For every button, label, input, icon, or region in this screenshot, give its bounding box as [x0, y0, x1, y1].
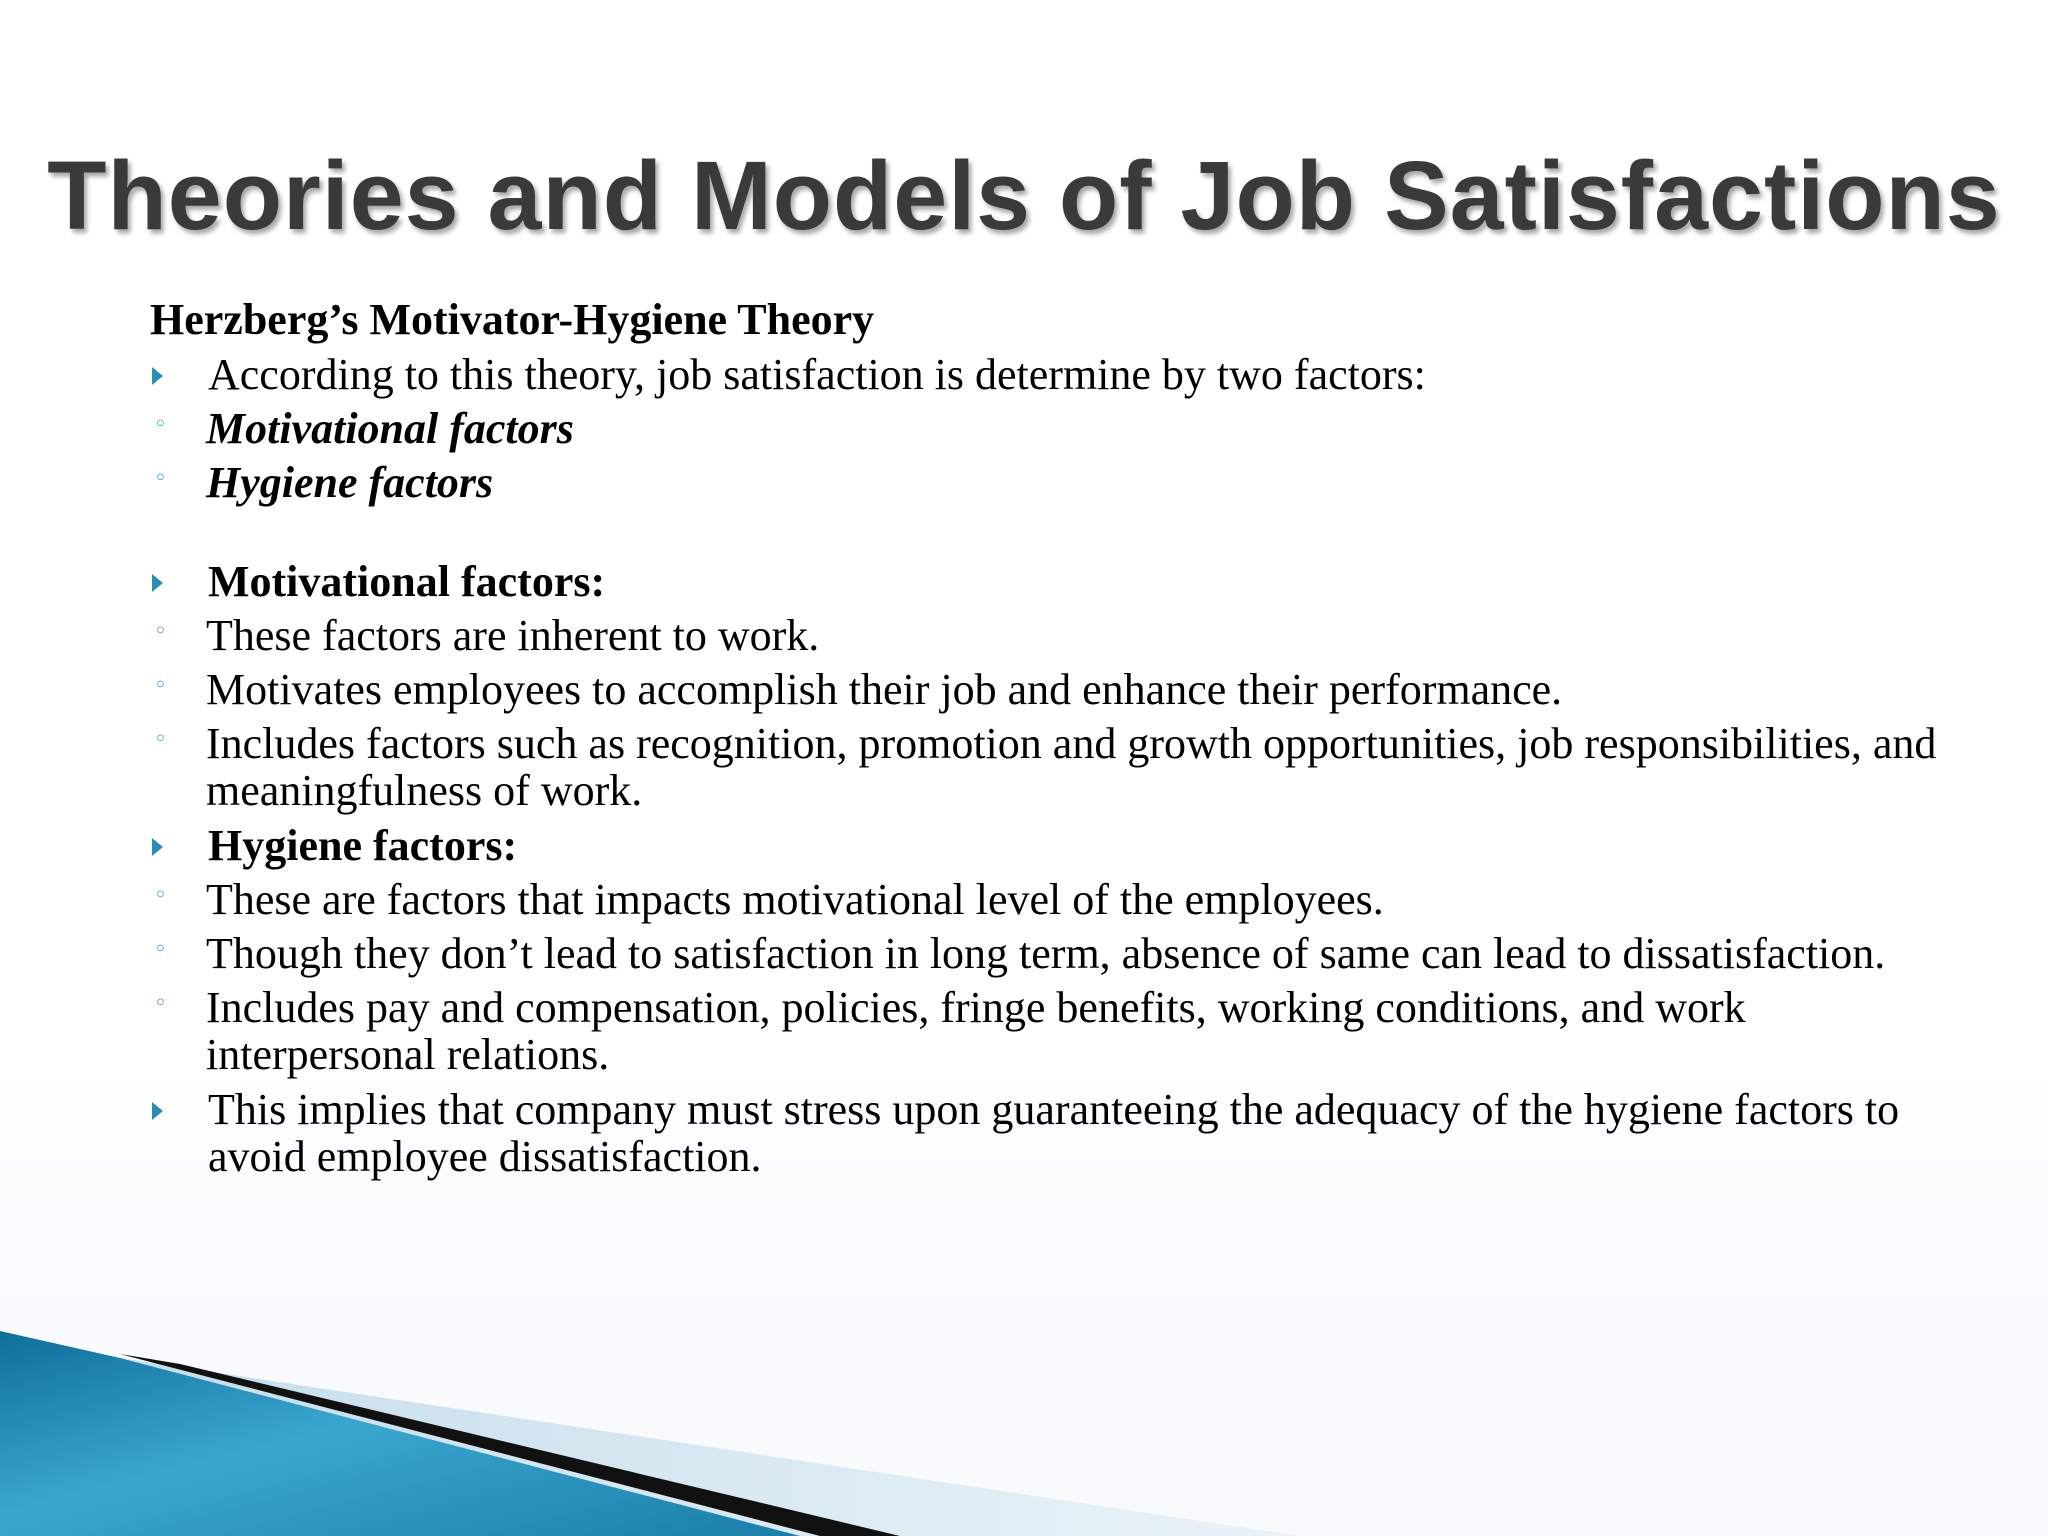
sub-bullet [92, 459, 1980, 506]
hollow-circle-icon: ◦ [154, 883, 167, 908]
spacer [150, 506, 1980, 550]
theory-heading: Herzberg’s Motivator-Hygiene Theory [150, 295, 875, 344]
triangle-right-icon [152, 367, 163, 385]
sub-bullet-text: Though they don’t lead to satisfaction in long term, absence of same can lead to dissatisfaction. [206, 929, 1886, 978]
bullet-motivational [150, 558, 1980, 605]
bullet-hygiene [150, 822, 1980, 869]
triangle-right-icon [152, 838, 163, 856]
motivational-heading: Motivational factors: [208, 557, 606, 606]
sub-bullet [92, 720, 1980, 814]
sub-bullet-text: These are factors that impacts motivational level of the employees. [206, 875, 1384, 924]
hollow-circle-icon: ◦ [154, 466, 167, 491]
sub-bullet [92, 876, 1980, 923]
hollow-circle-icon: ◦ [154, 991, 167, 1016]
sub-bullet-text: Motivational factors [206, 404, 574, 453]
sub-bullet [92, 930, 1980, 977]
sub-bullet-text: Includes factors such as recognition, promotion and growth opportunities, job responsibilities, and meaningfulness of work. [206, 719, 1937, 815]
sub-bullet-text: Motivates employees to accomplish their job and enhance their performance. [206, 665, 1563, 714]
slide-body [150, 296, 1980, 1180]
slide-title: Theories and Models of Job Satisfactions [47, 141, 2001, 250]
triangle-right-icon [152, 574, 163, 592]
sub-bullet [92, 666, 1980, 713]
hollow-circle-icon: ◦ [154, 937, 167, 962]
blue-wedge [0, 1331, 800, 1536]
intro-text: According to this theory, job satisfaction is determine by two factors: [208, 350, 1426, 399]
sub-bullet-text: These factors are inherent to work. [206, 611, 820, 660]
hollow-circle-icon: ◦ [154, 619, 167, 644]
corner-decoration [0, 1276, 2048, 1536]
sub-bullet-text: Includes pay and compensation, policies, fringe benefits, working conditions, and work interpersonal relations. [206, 983, 1746, 1079]
hygiene-heading: Hygiene factors: [208, 821, 518, 870]
sub-bullet [92, 984, 1980, 1078]
hollow-circle-icon: ◦ [154, 412, 167, 437]
bullet-conclusion [150, 1086, 1980, 1180]
triangle-right-icon [152, 1102, 163, 1120]
hollow-circle-icon: ◦ [154, 673, 167, 698]
sub-bullet [92, 405, 1980, 452]
sub-bullet [92, 612, 1980, 659]
conclusion-text: This implies that company must stress upon guaranteeing the adequacy of the hygiene factors to avoid employee dissatisfaction. [208, 1085, 1900, 1181]
hollow-circle-icon: ◦ [154, 727, 167, 752]
bullet-intro [150, 351, 1980, 398]
sub-bullet-text: Hygiene factors [206, 458, 494, 507]
